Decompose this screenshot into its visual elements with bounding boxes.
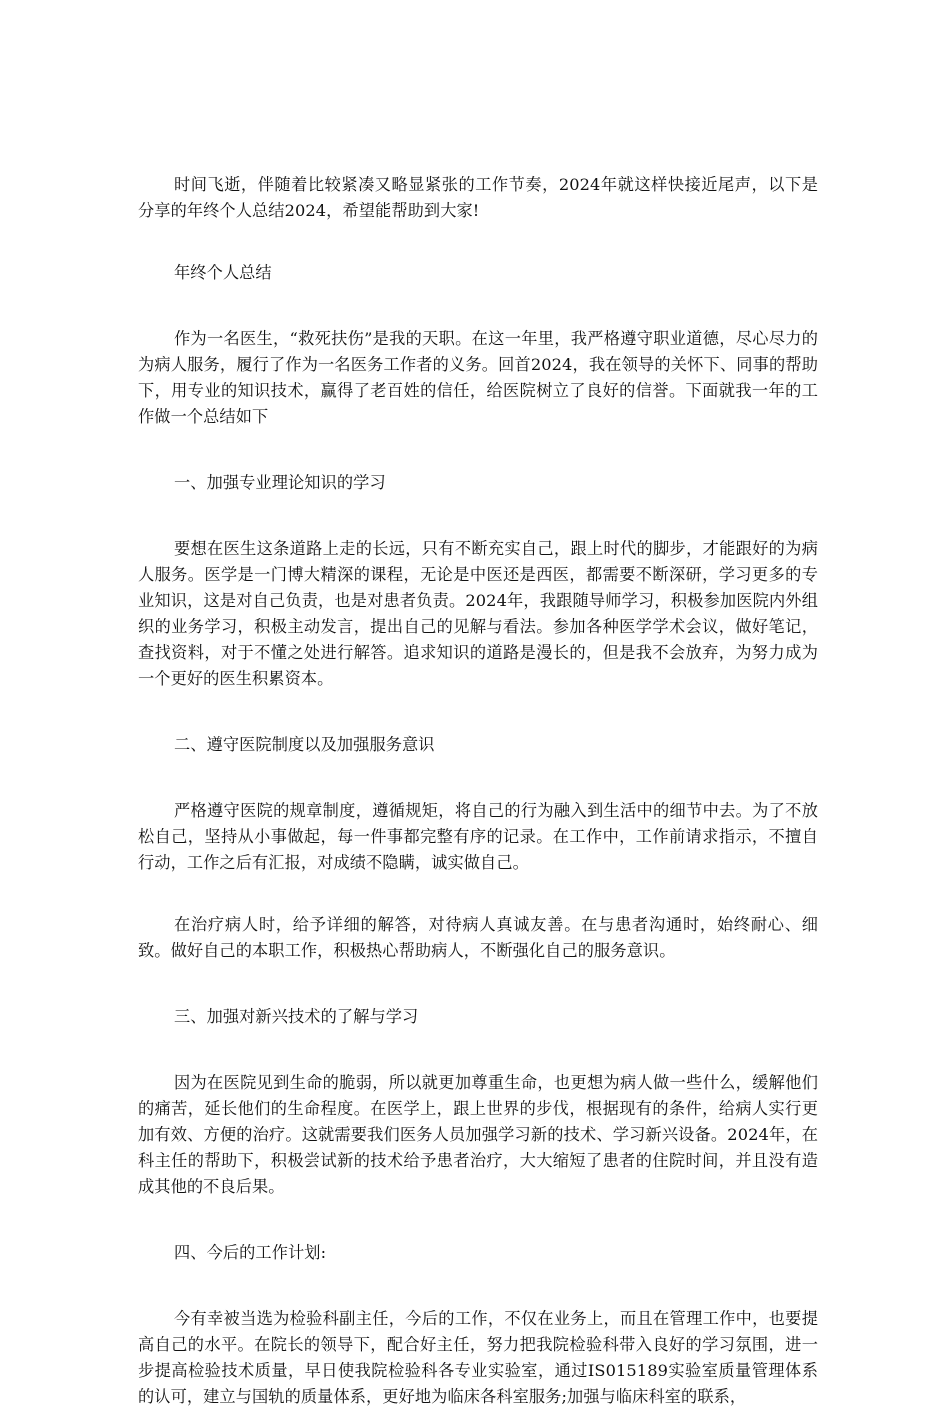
section-3-paragraph: 因为在医院见到生命的脆弱，所以就更加尊重生命，也更想为病人做一些什么，缓解他们的痛苦，延长他们的生命程度。在医学上，跟上世界的步伐，根据现有的条件，给病人实行更加有效、方便的治疗。这就需要我们医务人员加强学习新的技术、学习新兴设备。2024年，在科主任的帮助下，积极尝试新的技术给予患者治疗，大大缩短了患者的住院时间，并且没有造成其他的不良后果。: [138, 1073, 818, 1196]
section-heading-2: 二、遵守医院制度以及加强服务意识: [174, 735, 435, 754]
document-title: 年终个人总结: [174, 263, 272, 282]
document-body: [138, 172, 818, 1410]
section-2-paragraph-1: 严格遵守医院的规章制度，遵循规矩，将自己的行为融入到生活中的细节中去。为了不放松自己，坚持从小事做起，每一件事都完整有序的记录。在工作中，工作前请求指示，不擅自行动，工作之后有汇报，对成绩不隐瞒，诚实做自己。: [138, 801, 818, 872]
section-heading-1: 一、加强专业理论知识的学习: [174, 473, 386, 492]
section-heading-4: 四、今后的工作计划:: [174, 1243, 327, 1262]
section-1-paragraph: 要想在医生这条道路上走的长远，只有不断充实自己，跟上时代的脚步，才能跟好的为病人服务。医学是一门博大精深的课程，无论是中医还是西医，都需要不断深研，学习更多的专业知识，这是对自己负责，也是对患者负责。2024年，我跟随导师学习，积极参加医院内外组织的业务学习，积极主动发言，提出自己的见解与看法。参加各种医学学术会议，做好笔记，查找资料，对于不懂之处进行解答。追求知识的道路是漫长的，但是我不会放弃，为努力成为一个更好的医生积累资本。: [138, 539, 818, 688]
section-heading-3: 三、加强对新兴技术的了解与学习: [174, 1007, 419, 1026]
section-2-paragraph-2: 在治疗病人时，给予详细的解答，对待病人真诚友善。在与患者沟通时，始终耐心、细致。做好自己的本职工作，积极热心帮助病人，不断强化自己的服务意识。: [138, 915, 818, 960]
intro-paragraph: 时间飞逝，伴随着比较紧凑又略显紧张的工作节奏，2024年就这样快接近尾声，以下是分享的年终个人总结2024，希望能帮助到大家!: [138, 175, 818, 220]
overview-paragraph: 作为一名医生，“救死扶伤”是我的天职。在这一年里，我严格遵守职业道德，尽心尽力的为病人服务，履行了作为一名医务工作者的义务。回首2024，我在领导的关怀下、同事的帮助下，用专业的知识技术，赢得了老百姓的信任，给医院树立了良好的信誉。下面就我一年的工作做一个总结如下: [138, 329, 818, 426]
section-4-paragraph: 今有幸被当选为检验科副主任，今后的工作，不仅在业务上，而且在管理工作中，也要提高自己的水平。在院长的领导下，配合好主任，努力把我院检验科带入良好的学习氛围，进一步提高检验技术质量，早日使我院检验科各专业实验室，通过IS015189实验室质量管理体系的认可，建立与国轨的质量体系，更好地为临床各科室服务;加强与临床科室的联系，: [138, 1309, 818, 1406]
